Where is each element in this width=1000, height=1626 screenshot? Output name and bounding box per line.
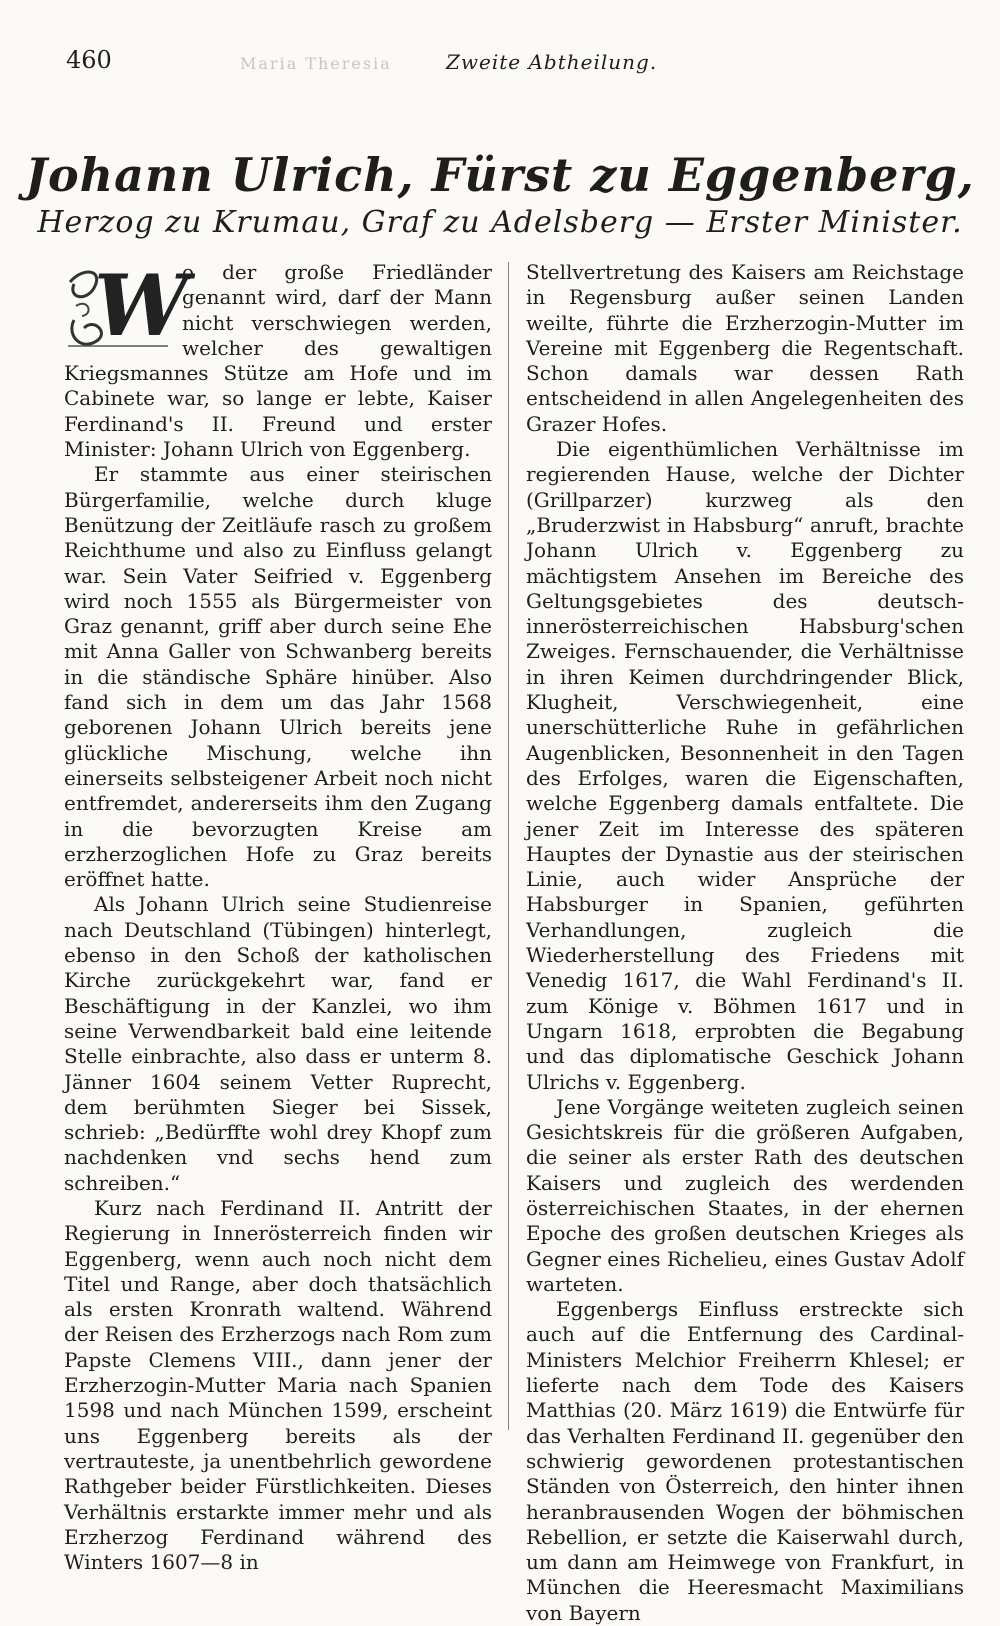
paragraph: Die eigenthümlichen Verhältnisse im regierenden Hause, welche der Dichter (Grillparzer) kurzweg als den „Bruderzwist in Habsburg“ anruft, brachte Johann Ulrich v. Eggenberg zu mächtigstem Ansehen im Bereiche des Geltungsgebietes des deutsch-innerösterreichischen Habsburg'schen Zweiges. Fernschauender, die Verhältnisse in ihren Keimen durchdringender Blick, Klugheit, Verschwiegenheit, eine unerschütterliche Ruhe in gefährlichen Augenblicken, Besonnenheit in den Tagen des Erfolges, waren die Eigenschaften, welche Eggenberg damals entfaltete. Die jener Zeit im Interesse des späteren Hauptes der Dynastie aus der steirischen Linie, auch wider Ansprüche der Habsburger in Spanien, geführten Verhandlungen, zugleich die Wiederherstellung des Friedens mit Venedig 1617, die Wahl Ferdinand's II. zum Könige v. Böhmen 1617 und in Ungarn 1618, erprobten die Begabung und das diplomatische Geschick Johann Ulrichs v. Eggenberg. (526, 437, 964, 1094)
paragraph: Als Johann Ulrich seine Studienreise nach Deutschland (Tübingen) hinterlegt, ebenso in den Schoß der katholischen Kirche zurückgekehrt war, fand er Beschäftigung in der Kanzlei, wo ihm seine Verwendbarkeit bald eine leitende Stelle einbrachte, also dass er unterm 8. Jänner 1604 seinem Vetter Ruprecht, dem berühmten Sieger bei Sissek, schrieb: „Bedürffte wohl drey Khopf zum nachdenken vnd sechs hend zum schreiben.“ (64, 892, 492, 1195)
column-divider (508, 262, 509, 1430)
paragraph: Er stammte aus einer steirischen Bürgerfamilie, welche durch kluge Benützung der Zeitläufe rasch zu großem Reichthume und also zu Einfluss gelangt war. Sein Vater Seifried v. Eggenberg wird noch 1555 als Bürgermeister von Graz genannt, griff aber durch seine Ehe mit Anna Galler von Schwanberg bereits in die ständische Sphäre hinüber. Also fand sich in dem um das Jahr 1568 geborenen Johann Ulrich bereits jene glückliche Mischung, welche ihn einerseits selbsteigener Arbeit noch nicht entfremdet, andererseits ihm den Zugang in die bevorzugten Kreise am erzherzoglichen Hofe zu Graz bereits eröffnet hatte. (64, 462, 492, 892)
paragraph: Eggenbergs Einfluss erstreckte sich auch auf die Entfernung des Cardinal-Ministers Melchior Freiherrn Khlesel; er lieferte nach dem Tode des Kaisers Matthias (20. März 1619) die Entwürfe für das Verhalten Ferdinand II. gegenüber den schwierig gewordenen protestantischen Ständen von Österreich, den hinter ihnen heranbrausenden Wogen der böhmischen Rebellion, er setzte die Kaiserwahl durch, um dann am Heimwege von Frankfurt, in München die Heeresmacht Maximilians von Bayern (526, 1297, 964, 1625)
paragraph: Stellvertretung des Kaisers am Reichstage in Regensburg außer seinen Landen weilte, führte die Erzherzogin-Mutter im Vereine mit Eggenberg die Regentschaft. Schon damals war dessen Rath entscheidend in allen Angelegenheiten des Grazer Hofes. (526, 260, 964, 436)
bleed-through-text: Maria Theresia (240, 54, 392, 73)
article-subtitle: Herzog zu Krumau, Graf zu Adelsberg — Erster Minister. (37, 205, 963, 240)
page-header (66, 46, 960, 86)
paragraph: Kurz nach Ferdinand II. Antritt der Regierung in Innerösterreich finden wir Eggenberg, wenn auch noch nicht dem Titel und Range, aber doch thatsächlich als ersten Kronrath waltend. Während der Reisen des Erzherzogs nach Rom zum Papste Clemens VIII., dann jener der Erzherzogin-Mutter Maria nach Spanien 1598 und nach München 1599, erscheint uns Eggenberg bereits als der vertrauteste, ja unentbehrlich gewordene Rathgeber beider Fürstlichkeiten. Dieses Verhältnis erstarkte immer mehr und als Erzherzog Ferdinand während des Winters 1607—8 in (64, 1195, 492, 1575)
running-head: Zweite Abtheilung. (446, 50, 658, 74)
page-number: 460 (66, 46, 112, 74)
article-title: Johann Ulrich, Fürst zu Eggenberg, (25, 148, 975, 202)
drop-cap-letter: W (94, 256, 189, 355)
left-column (64, 256, 492, 1575)
paragraph: Jene Vorgänge weiteten zugleich seinen Gesichtskreis für die größeren Aufgaben, die seiner als erster Rath des deutschen Kaisers und zugleich des werdenden österreichischen Staates, in der ehernen Epoche des großen deutschen Krieges als Gegner eines Richelieu, eines Gustav Adolf warteten. (526, 1094, 964, 1296)
ornamental-initial (64, 256, 189, 355)
right-column (526, 260, 964, 1626)
paragraph: o der große Friedländer genannt wird, darf der Mann nicht verschwiegen werden, welcher des gewaltigen Kriegsmannes Stütze am Hofe und im Cabinete war, so lange er lebte, Kaiser Ferdinand's II. Freund und erster Minister: Johann Ulrich von Eggenberg. (64, 260, 492, 462)
